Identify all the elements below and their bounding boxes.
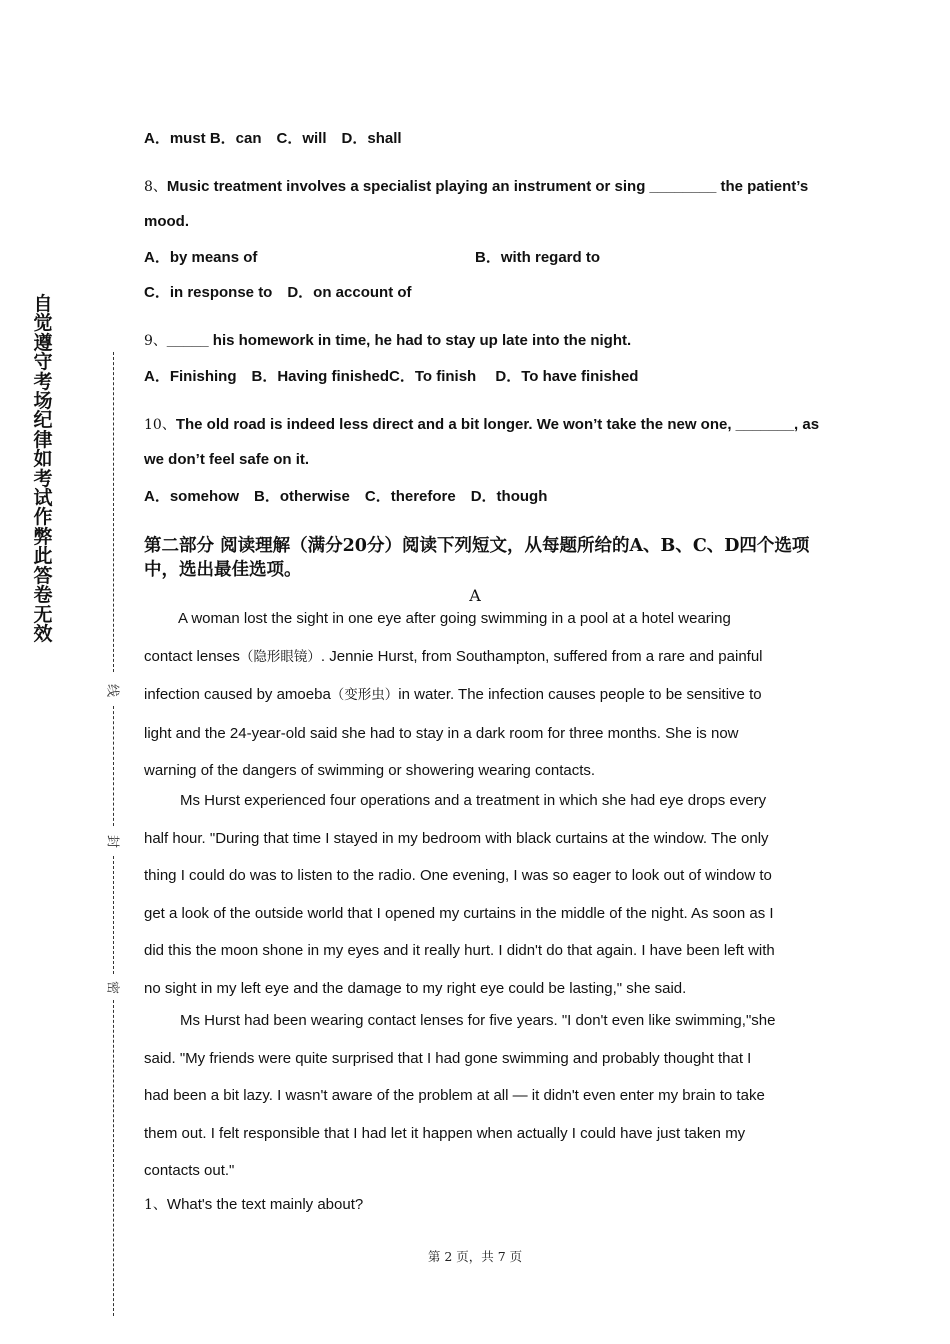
q9-number: 9、 xyxy=(144,333,167,349)
p1-line: A woman lost the sight in one eye after going swimming in a pool at a hotel wearing xyxy=(178,610,731,627)
q10-number: 10、 xyxy=(144,417,176,433)
p1-gloss: （变形虫） xyxy=(330,687,399,703)
q10-options: A．somehow B．otherwise C．therefore D．though xyxy=(144,488,548,505)
binding-line-segment xyxy=(113,706,114,826)
p3-line: said. "My friends were quite surprised that I had gone swimming and probably thought that I xyxy=(144,1049,752,1067)
q8-option-b: B．with regard to xyxy=(475,249,601,266)
p1-text: in water. The infection causes people to be sensitive to xyxy=(398,686,762,703)
question-1-number: 1、 xyxy=(144,1197,167,1213)
section-heading: 第二部分 阅读理解（满分20分）阅读下列短文，从每题所给的A、B、C、D四个选项中，选出最佳选项。 xyxy=(144,536,810,580)
p3-line: them out. I felt responsible that I had let it happen when actually I could have just taken my xyxy=(144,1124,746,1142)
passage-label: A xyxy=(469,586,481,605)
binding-line-segment xyxy=(113,352,114,672)
binding-line-segment xyxy=(113,856,114,974)
q8-option-a: A．by means of xyxy=(144,249,258,266)
p1-gloss: （隐形眼镜） xyxy=(239,648,321,665)
passage-paragraph-2 xyxy=(144,782,808,1007)
p3-line: Ms Hurst had been wearing contact lenses for five years. "I don't even like swimming,"she xyxy=(180,1012,776,1029)
q8-stem-line1: Music treatment involves a specialist playing an instrument or sing ________ the patient’s xyxy=(166,178,809,195)
q8-number: 8、 xyxy=(144,179,167,195)
p1-text: contact lenses xyxy=(144,647,240,665)
p1-line xyxy=(144,676,808,715)
q9-stem-text: _____ his homework in time, he had to stay up late into the night. xyxy=(166,332,632,349)
p2-line: did this the moon shone in my eyes and it really hurt. I didn't do that again. I have been left with xyxy=(144,942,775,959)
question-1-text: What's the text mainly about? xyxy=(166,1196,364,1213)
q8-stem-line2: mood. xyxy=(144,213,189,230)
p3-line: had been a bit lazy. I wasn't aware of the problem at all — it didn't even enter my brain to take xyxy=(144,1087,765,1104)
q7-options: A．must B．can C．will D．shall xyxy=(144,130,402,147)
binding-mark-secret: 密 xyxy=(105,979,124,997)
page-footer: 第 2 页，共 7 页 xyxy=(427,1249,523,1264)
q8-stem xyxy=(144,176,808,196)
p3-line: contacts out." xyxy=(144,1162,235,1179)
p2-line: Ms Hurst experienced four operations and a treatment in which she had eye drops every xyxy=(180,792,767,809)
binding-line-segment xyxy=(113,1000,114,1316)
passage-paragraph-3 xyxy=(144,1002,808,1190)
passage-paragraph-1 xyxy=(144,600,808,790)
p2-line: half hour. "During that time I stayed in my bedroom with black curtains at the window. The only xyxy=(144,829,769,847)
q10-stem xyxy=(144,414,819,434)
q9-stem xyxy=(144,330,631,350)
p1-text: . Jennie Hurst, from Southampton, suffered from a rare and painful xyxy=(320,647,763,665)
p2-line: no sight in my left eye and the damage to my right eye could be lasting," she said. xyxy=(144,979,687,997)
p2-line: get a look of the outside world that I opened my curtains in the middle of the night. As soon as I xyxy=(144,904,774,922)
p1-line xyxy=(144,638,808,677)
q9-options: A．Finishing B．Having finishedC．To finish D．To have finished xyxy=(144,368,639,385)
binding-mark-line: 线 xyxy=(105,682,124,700)
q10-stem-line2: we don’t feel safe on it. xyxy=(144,451,310,468)
q10-stem-line1: The old road is indeed less direct and a bit longer. We won’t take the new one, _______, as xyxy=(175,416,820,433)
p1-text: infection caused by amoeba xyxy=(144,686,331,703)
reading-question-1 xyxy=(144,1194,363,1214)
binding-mark-seal: 封 xyxy=(105,833,124,851)
p1-line: warning of the dangers of swimming or showering wearing contacts. xyxy=(144,762,596,779)
p1-line: light and the 24-year-old said she had to stay in a dark room for three months. She is now xyxy=(144,724,739,742)
exam-rules-notice: 自觉遵守考场纪律如考试作弊此答卷无效 xyxy=(33,293,53,645)
q8-options-cd: C．in response to D．on account of xyxy=(144,284,412,301)
p2-line: thing I could do was to listen to the radio. One evening, I was so eager to look out of window to xyxy=(144,867,772,884)
